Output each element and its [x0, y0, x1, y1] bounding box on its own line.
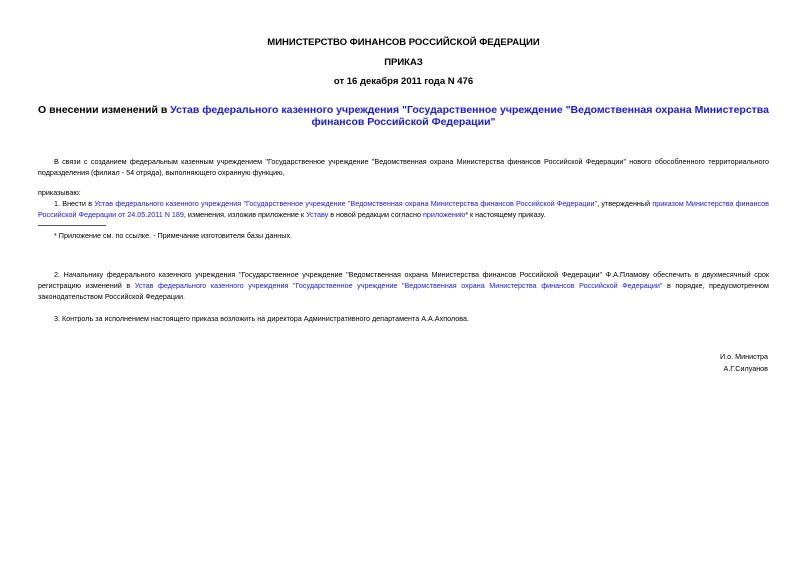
- item1-mid3: в новой редакции согласно: [328, 210, 423, 219]
- signature-name: А.Г.Силуанов: [723, 364, 768, 373]
- item-2-paragraph: [38, 269, 769, 302]
- ministry-heading: МИНИСТЕРСТВО ФИНАНСОВ РОССИЙСКОЙ ФЕДЕРАЦИИ: [267, 37, 540, 48]
- order-word: приказываю:: [38, 188, 81, 197]
- item1-charter-short-link[interactable]: Уставу: [306, 210, 329, 219]
- item1-mid1: , утвержденный: [597, 199, 653, 208]
- item-3-paragraph: 3. Контроль за исполнением настоящего приказа возложить на директора Административного департамента А.А.Ахполова.: [54, 314, 469, 323]
- doc-type-heading: ПРИКАЗ: [384, 57, 423, 68]
- title-prefix: О внесении изменений в: [38, 104, 171, 116]
- item2-charter-link[interactable]: Устав федерального казенного учреждения "Государственное учреждение "Ведомственная охрана Министерства финансов Российской Федерации": [134, 281, 663, 290]
- item1-appendix-link[interactable]: приложению: [422, 210, 466, 219]
- item2-suffix: в порядке, предусмотренном законодательством Российской Федерации.: [38, 281, 769, 301]
- preamble-paragraph: В связи с созданием федеральным казенным учреждением "Государственное учреждение "Ведомственная охрана Министерства финансов Российской Федерации" нового обособленного территориального подразделения (филиал - 54 отряда), выполняющего охранную функцию,: [38, 157, 769, 177]
- footnote-divider: [38, 225, 106, 226]
- item1-suffix: * к настоящему приказу.: [465, 210, 546, 219]
- doc-date-heading: от 16 декабря 2011 года N 476: [333, 76, 474, 87]
- item1-mid2: , изменения, изложив приложение к: [183, 210, 307, 219]
- title-charter-link[interactable]: Устав федерального казенного учреждения "Государственное учреждение "Ведомственная охрана Министерства финансов Российской Федерации": [170, 104, 769, 128]
- item1-order-link[interactable]: приказом Министерства финансов Российской Федерации от 24.05.2011 N 189: [38, 199, 769, 219]
- item2-prefix: 2. Начальнику федерального казенного учреждения "Государственное учреждение "Ведомственная охрана Министерства финансов Российской Федерации" Ф.А.Пламову обеспечить в двухмесячный срок регистрацию изменений в: [38, 270, 769, 290]
- footnote: * Приложение см. по ссылке. - Примечание изготовителя базы данных.: [54, 231, 293, 240]
- item-1-paragraph: [38, 198, 769, 220]
- item1-prefix: 1. Внести в: [54, 199, 95, 208]
- item1-charter-link[interactable]: Устав федерального казенного учреждения "Государственное учреждение "Ведомственная охрана Министерства финансов Российской Федерации": [94, 199, 598, 208]
- document-title: [38, 104, 769, 128]
- signature-position: И.о. Министра: [719, 352, 768, 361]
